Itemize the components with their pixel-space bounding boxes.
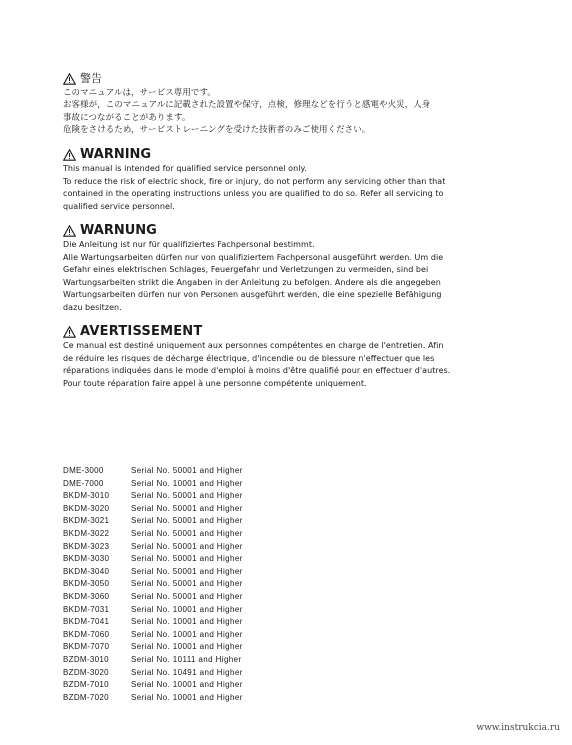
body-line: de réduire les risques de décharge électrique, d'incendie ou de blessure n'effectuer que les: [63, 353, 435, 363]
model-serial: Serial No. 10111 and Higher: [131, 654, 242, 664]
english-warning-heading: [63, 147, 463, 163]
watermark-text: www.instrukcia.ru: [476, 723, 560, 733]
model-row: [63, 465, 243, 478]
model-serial: Serial No. 50001 and Higher: [131, 554, 243, 564]
body-line: This manual is intended for qualified service personnel only.: [63, 164, 307, 173]
body-line: Wartungsarbeiten dürfen nur von Personen ausgeführt werden, die eine spezielle Befähigung: [63, 290, 442, 300]
heading-text: AVERTISSEMENT: [80, 324, 203, 339]
body-line: To reduce the risk of electric shock, fire or injury, do not perform any servicing other than that: [63, 176, 446, 186]
warning-section-french: [63, 324, 463, 390]
model-name: BKDM-3022: [63, 528, 110, 538]
model-serial: Serial No. 50001 and Higher: [131, 503, 243, 513]
model-name: BKDM-7031: [63, 604, 110, 614]
model-serial: Serial No. 50001 and Higher: [131, 591, 243, 601]
warning-triangle-icon: [63, 326, 76, 338]
body-line: Die Anleitung ist nur für qualifiziertes Fachpersonal bestimmt.: [63, 240, 315, 249]
model-serial: Serial No. 50001 and Higher: [131, 541, 243, 551]
model-name: DME-3000: [63, 466, 104, 475]
warning-triangle-icon: [63, 73, 76, 85]
heading-text: WARNING: [80, 147, 152, 162]
model-name: BKDM-3050: [63, 579, 110, 589]
model-name: BKDM-3030: [63, 554, 110, 564]
model-row: [63, 515, 243, 528]
model-name: BKDM-3040: [63, 566, 110, 576]
japanese-warning-heading: [63, 71, 463, 87]
model-serial: Serial No. 10001 and Higher: [131, 642, 243, 652]
model-name: BKDM-3060: [63, 591, 110, 601]
model-serial: Serial No. 10001 and Higher: [131, 680, 243, 690]
body-line: dazu besitzen.: [63, 302, 122, 312]
body-line: Ce manual est destiné uniquement aux personnes compétentes en charge de l'entretien. Afin: [63, 341, 444, 350]
warning-section-german: [63, 223, 463, 315]
model-serial: Serial No. 50001 and Higher: [131, 491, 243, 501]
warning-section-japanese: [63, 71, 463, 136]
model-serial: Serial No. 50001 and Higher: [131, 528, 243, 538]
model-name: BZDM-3010: [63, 654, 109, 664]
model-serial: Serial No. 50001 and Higher: [131, 466, 243, 475]
model-serial: Serial No. 10001 and Higher: [131, 604, 243, 614]
model-row: [63, 616, 243, 629]
model-name: BZDM-7010: [63, 680, 109, 690]
body-line: 危険をさけるため，サービストレーニングを受けた技術者のみご使用ください。: [63, 124, 371, 135]
body-line: Gefahr eines elektrischen Schlages, Feuergefahr und Verletzungen zu vermeiden, sind bei: [63, 265, 429, 275]
body-line: 事故につながることがあります。: [63, 112, 191, 123]
model-serial: Serial No. 50001 and Higher: [131, 579, 243, 589]
model-row: [63, 578, 243, 591]
model-row: [63, 654, 243, 667]
model-serial: Serial No. 50001 and Higher: [131, 566, 243, 576]
model-row: [63, 490, 243, 503]
model-serial: Serial No. 10001 and Higher: [131, 692, 243, 702]
model-name: BKDM-3021: [63, 516, 110, 526]
model-serial: Serial No. 50001 and Higher: [131, 516, 243, 526]
model-row: [63, 692, 243, 705]
model-row: [63, 667, 243, 680]
model-name: BZDM-7020: [63, 692, 109, 702]
model-name: BZDM-3020: [63, 667, 109, 677]
model-row: [63, 604, 243, 617]
model-row: [63, 478, 243, 491]
body-line: qualified service personnel.: [63, 201, 175, 211]
model-row: [63, 566, 243, 579]
body-line: Pour toute réparation faire appel à une personne compétente uniquement.: [63, 378, 367, 388]
model-serial: Serial No. 10491 and Higher: [131, 667, 243, 677]
body-line: Alle Wartungsarbeiten dürfen nur von qualifiziertem Fachpersonal ausgeführt werden. Um die: [63, 252, 444, 262]
body-line: お客様が，このマニュアルに記載された設置や保守，点検，修理などを行うと感電や火災，人身: [63, 100, 431, 111]
body-line: このマニュアルは，サービス専用です。: [63, 88, 216, 98]
model-name: BKDM-3020: [63, 503, 110, 513]
model-row: [63, 503, 243, 516]
heading-text: WARNUNG: [80, 223, 157, 238]
warning-triangle-icon: [63, 225, 76, 237]
model-row: [63, 528, 243, 541]
model-name: BKDM-7041: [63, 617, 110, 627]
model-name: BKDM-7060: [63, 629, 110, 639]
model-name: BKDM-3023: [63, 541, 110, 551]
model-name: BKDM-7070: [63, 642, 110, 652]
german-warning-heading: [63, 223, 463, 239]
model-row: [63, 641, 243, 654]
body-line: Wartungsarbeiten strikt die Angaben in der Anleitung zu befolgen. Andere als die angegeben: [63, 277, 441, 287]
heading-text: 警告: [80, 72, 102, 85]
model-row: [63, 553, 243, 566]
body-line: réparations indiquées dans le mode d'emploi à moins d'être qualifié pour en effectuer d'autres.: [63, 366, 451, 376]
model-row: [63, 679, 243, 692]
model-row: [63, 591, 243, 604]
french-warning-heading: [63, 324, 463, 340]
model-serial: Serial No. 10001 and Higher: [131, 478, 243, 488]
model-serial-list: [63, 465, 243, 704]
model-serial: Serial No. 10001 and Higher: [131, 629, 243, 639]
body-line: contained in the operating instructions unless you are qualified to do so. Refer all servicing to: [63, 189, 444, 199]
model-name: DME-7000: [63, 478, 104, 488]
warning-triangle-icon: [63, 149, 76, 161]
model-serial: Serial No. 10001 and Higher: [131, 617, 243, 627]
model-name: BKDM-3010: [63, 491, 110, 501]
model-row: [63, 629, 243, 642]
model-row: [63, 541, 243, 554]
warning-section-english: [63, 147, 463, 213]
